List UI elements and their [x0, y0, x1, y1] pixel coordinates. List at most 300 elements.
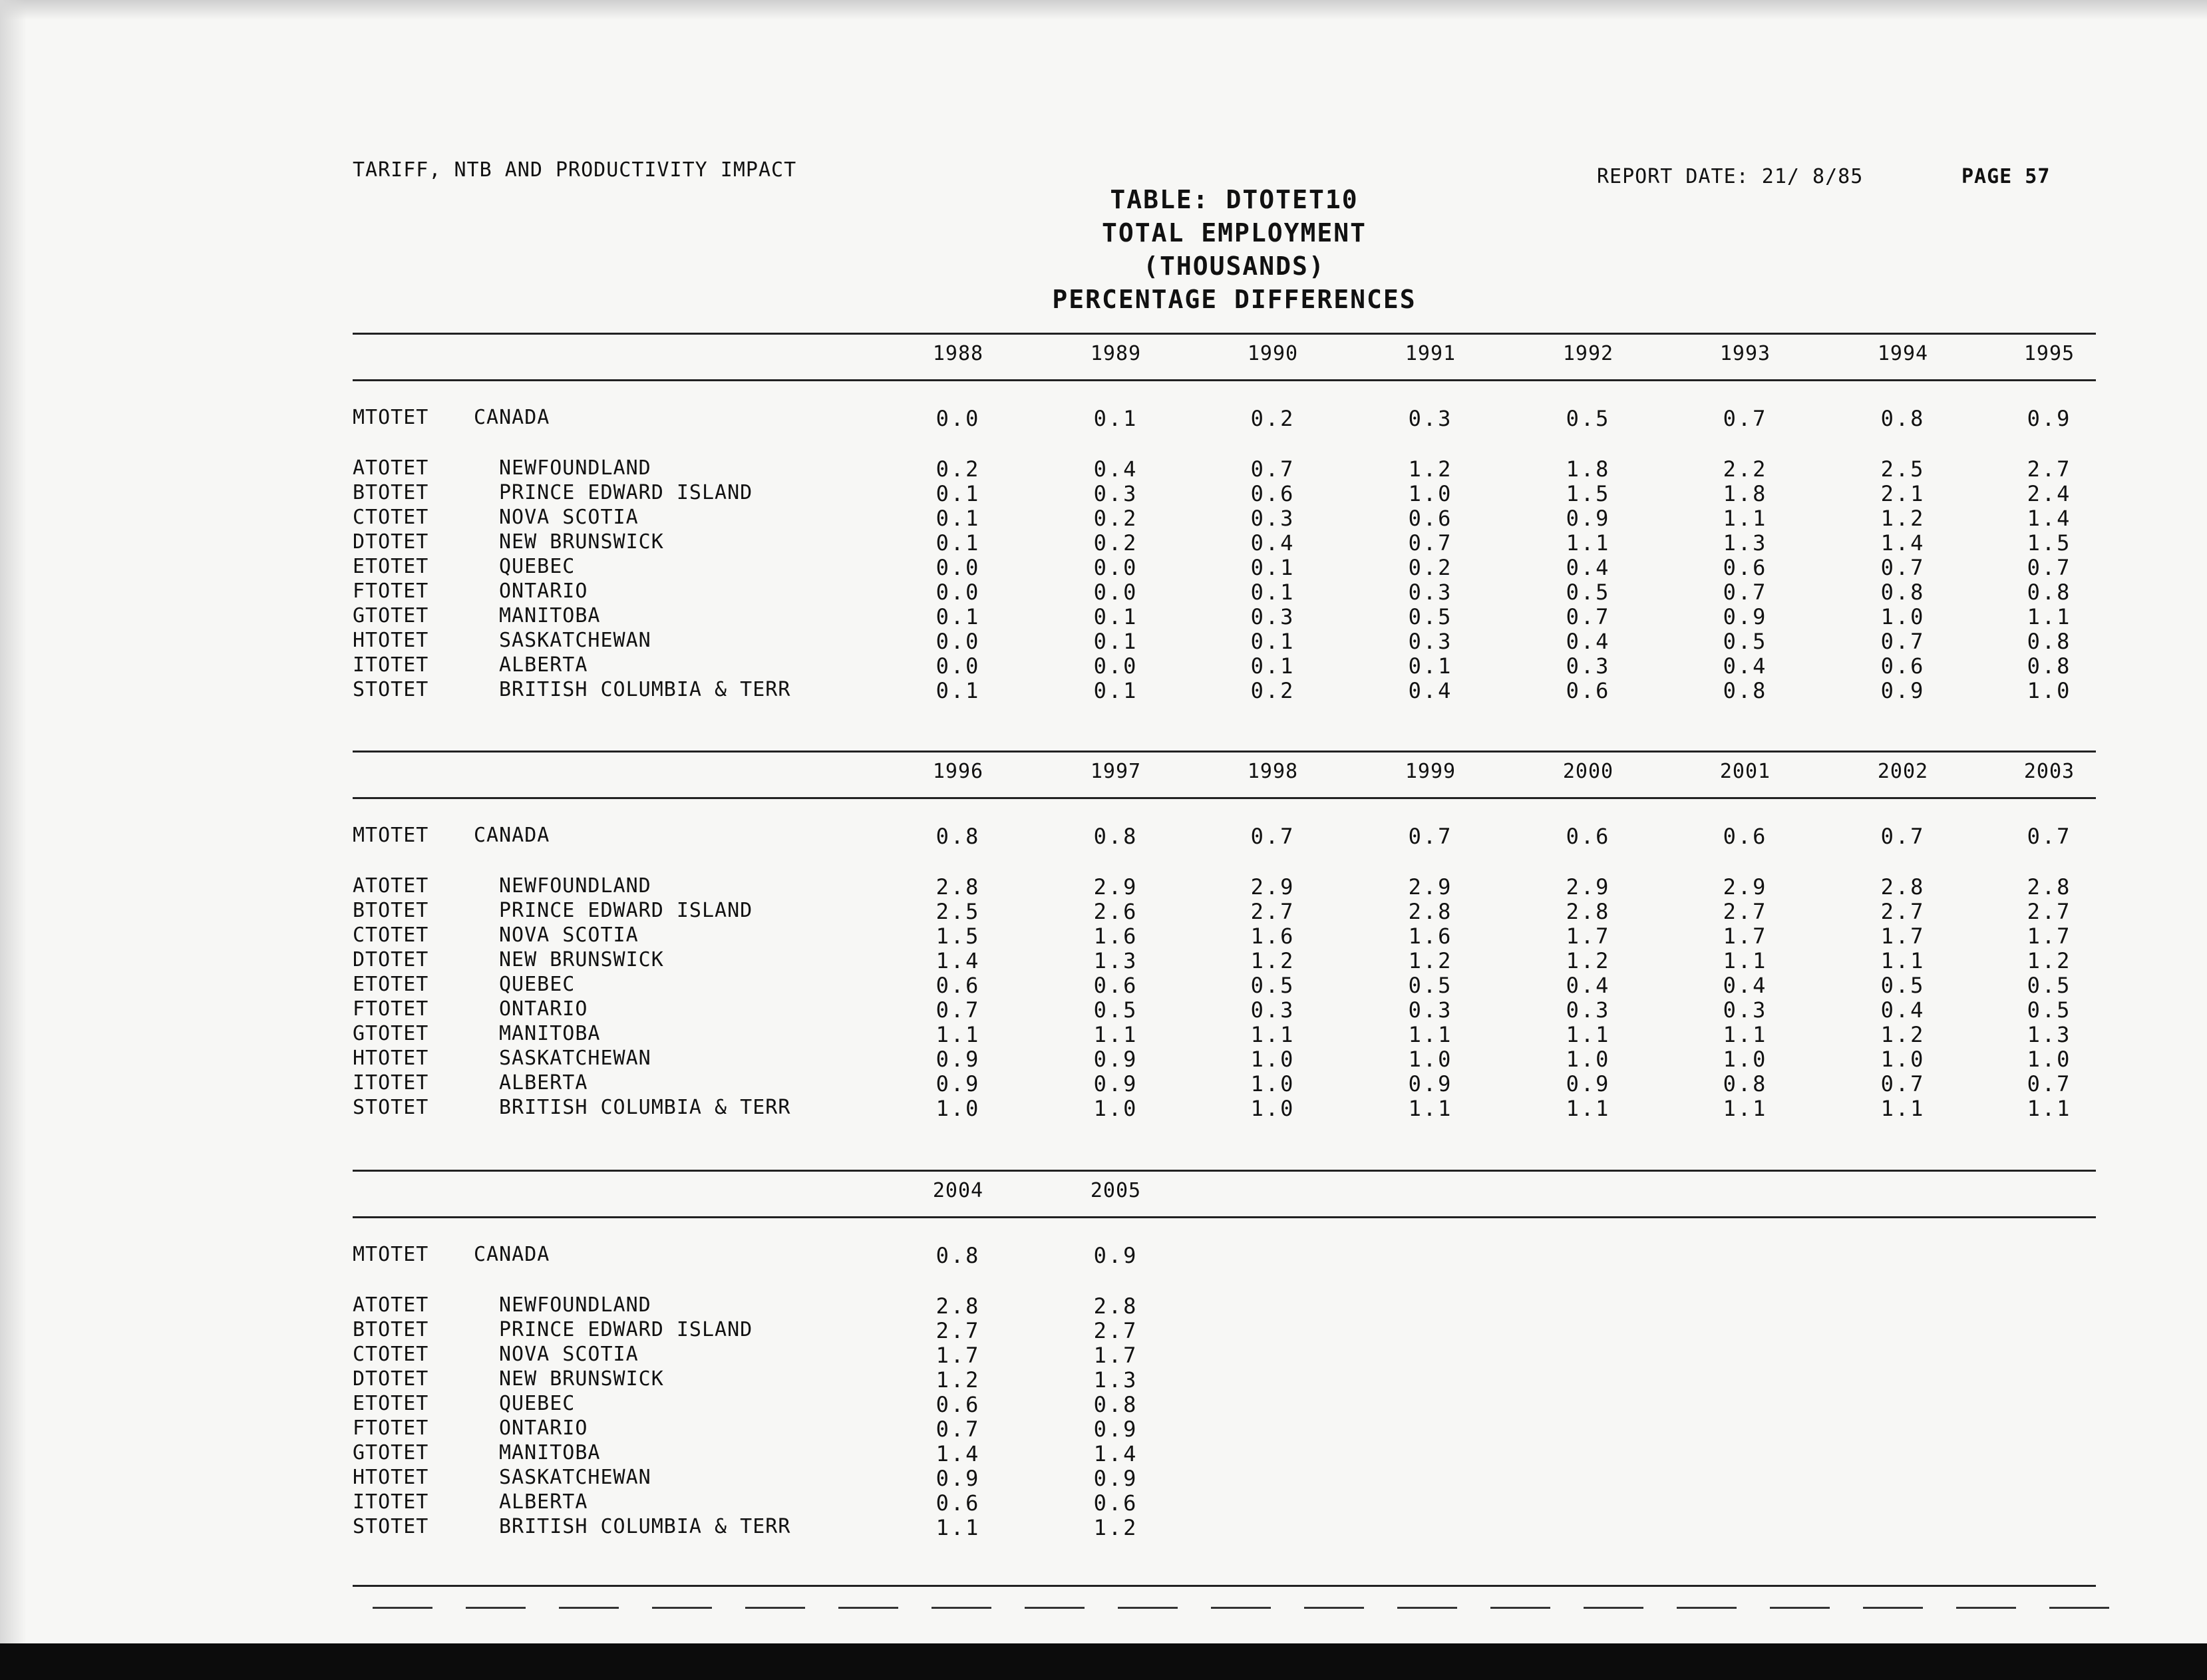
region-code: DTOTET [353, 1367, 429, 1391]
value-cell: 0.8 [2027, 653, 2072, 679]
value-cell: 0.2 [1408, 555, 1453, 580]
value-cell: 2.6 [1093, 899, 1138, 924]
region-name: ALBERTA [499, 1071, 588, 1094]
table-row [0, 481, 2207, 506]
region-name: MANITOBA [499, 1022, 601, 1045]
value-cell: 1.4 [1093, 1441, 1138, 1466]
value-cell: 0.9 [1093, 1071, 1138, 1096]
value-cell: 0.9 [1723, 604, 1768, 629]
region-code: CTOTET [353, 924, 429, 947]
value-cell: 1.0 [1880, 1047, 1926, 1072]
region-name: NEW BRUNSWICK [499, 948, 664, 971]
value-cell: 0.3 [1408, 629, 1453, 654]
value-cell: 0.6 [1093, 973, 1138, 998]
value-cell: 1.0 [1723, 1047, 1768, 1072]
value-cell: 2.8 [935, 874, 981, 900]
section-top-rule [353, 1170, 2096, 1172]
region-code: HTOTET [353, 1466, 429, 1489]
value-cell: 1.0 [1250, 1047, 1295, 1072]
value-cell: 0.3 [1093, 481, 1138, 506]
section-top-rule [353, 333, 2096, 335]
value-cell: 1.1 [1250, 1022, 1295, 1047]
value-cell: 0.3 [1250, 997, 1295, 1023]
region-code: ITOTET [353, 1071, 429, 1094]
value-cell: 1.3 [1723, 530, 1768, 556]
value-cell: 2.7 [1723, 899, 1768, 924]
value-cell: 0.1 [1093, 678, 1138, 703]
value-cell: 0.1 [1093, 629, 1138, 654]
value-cell: 1.2 [1408, 456, 1453, 482]
region-code: ETOTET [353, 555, 429, 578]
year-header: 1997 [1090, 760, 1142, 783]
value-cell: 0.1 [935, 530, 981, 556]
value-cell: 2.8 [2027, 874, 2072, 900]
value-cell: 0.0 [935, 580, 981, 605]
value-cell: 0.3 [1408, 580, 1453, 605]
page-number: PAGE 57 [1961, 165, 2051, 188]
value-cell: 0.0 [1093, 555, 1138, 580]
table-row [0, 1022, 2207, 1047]
value-cell: 1.1 [1408, 1096, 1453, 1121]
bottom-rule [353, 1585, 2096, 1587]
value-cell: 0.8 [1880, 580, 1926, 605]
region-code: FTOTET [353, 580, 429, 603]
year-header: 1990 [1247, 342, 1299, 365]
region-code: BTOTET [353, 1318, 429, 1341]
table-row [0, 1243, 2207, 1269]
value-cell: 0.2 [1250, 406, 1295, 431]
table-row [0, 1417, 2207, 1441]
table-row [0, 530, 2207, 555]
region-name: NOVA SCOTIA [499, 1343, 639, 1366]
value-cell: 1.0 [1408, 481, 1453, 506]
value-cell: 2.5 [935, 899, 981, 924]
value-cell: 0.4 [1093, 456, 1138, 482]
value-cell: 2.7 [1880, 899, 1926, 924]
region-name: QUEBEC [499, 1392, 576, 1415]
value-cell: 1.4 [935, 1441, 981, 1466]
value-cell: 1.1 [935, 1022, 981, 1047]
region-code: CTOTET [353, 506, 429, 529]
value-cell: 0.6 [1093, 1490, 1138, 1516]
value-cell: 2.5 [1880, 456, 1926, 482]
value-cell: 1.7 [1566, 924, 1611, 949]
region-code: FTOTET [353, 1417, 429, 1440]
region-name: BRITISH COLUMBIA & TERR [499, 1096, 791, 1119]
value-cell: 1.1 [935, 1515, 981, 1540]
value-cell: 1.1 [1566, 530, 1611, 556]
region-code: HTOTET [353, 1047, 429, 1070]
region-name: BRITISH COLUMBIA & TERR [499, 678, 791, 701]
region-name: MANITOBA [499, 1441, 601, 1464]
value-cell: 0.2 [1093, 530, 1138, 556]
table-subject: TOTAL EMPLOYMENT [1101, 218, 1367, 248]
value-cell: 1.7 [2027, 924, 2072, 949]
value-cell: 2.2 [1723, 456, 1768, 482]
value-cell: 1.2 [1250, 948, 1295, 973]
value-cell: 1.6 [1408, 924, 1453, 949]
value-cell: 1.7 [935, 1343, 981, 1368]
value-cell: 2.9 [1723, 874, 1768, 900]
table-row [0, 1071, 2207, 1096]
table-row [0, 1293, 2207, 1318]
value-cell: 2.8 [1566, 899, 1611, 924]
value-cell: 0.9 [1093, 1243, 1138, 1268]
value-cell: 0.8 [1723, 1071, 1768, 1096]
value-cell: 0.9 [1093, 1047, 1138, 1072]
section-header-rule [353, 797, 2096, 799]
value-cell: 0.7 [1880, 824, 1926, 849]
value-cell: 1.1 [1566, 1096, 1611, 1121]
table-row [0, 1318, 2207, 1343]
value-cell: 0.7 [1408, 824, 1453, 849]
value-cell: 1.3 [1093, 948, 1138, 973]
region-code: BTOTET [353, 899, 429, 922]
value-cell: 1.0 [2027, 678, 2072, 703]
value-cell: 2.9 [1408, 874, 1453, 900]
table-row [0, 580, 2207, 604]
value-cell: 0.1 [1250, 555, 1295, 580]
value-cell: 1.1 [2027, 604, 2072, 629]
value-cell: 0.0 [935, 555, 981, 580]
region-name: ONTARIO [499, 1417, 588, 1440]
table-row [0, 1490, 2207, 1515]
value-cell: 0.9 [2027, 406, 2072, 431]
value-cell: 0.7 [1250, 456, 1295, 482]
region-name: SASKATCHEWAN [499, 1466, 651, 1489]
value-cell: 2.8 [1093, 1293, 1138, 1319]
value-cell: 0.4 [1566, 629, 1611, 654]
value-cell: 0.7 [1880, 629, 1926, 654]
table-row [0, 1392, 2207, 1417]
table-row [0, 924, 2207, 948]
region-name: CANADA [474, 406, 550, 429]
value-cell: 0.7 [1566, 604, 1611, 629]
value-cell: 1.1 [1723, 506, 1768, 531]
table-row [0, 629, 2207, 653]
region-code: ATOTET [353, 1293, 429, 1317]
value-cell: 2.8 [1880, 874, 1926, 900]
region-name: NOVA SCOTIA [499, 506, 639, 529]
value-cell: 1.2 [2027, 948, 2072, 973]
value-cell: 1.6 [1250, 924, 1295, 949]
value-cell: 0.8 [2027, 629, 2072, 654]
value-cell: 0.6 [935, 1392, 981, 1417]
value-cell: 0.6 [1250, 481, 1295, 506]
region-code: ITOTET [353, 1490, 429, 1514]
scan-top-edge [0, 0, 2207, 20]
value-cell: 1.2 [1408, 948, 1453, 973]
value-cell: 0.5 [1408, 973, 1453, 998]
value-cell: 2.9 [1566, 874, 1611, 900]
region-code: GTOTET [353, 1022, 429, 1045]
value-cell: 2.4 [2027, 481, 2072, 506]
value-cell: 0.8 [1723, 678, 1768, 703]
value-cell: 0.3 [1566, 653, 1611, 679]
value-cell: 1.1 [1093, 1022, 1138, 1047]
value-cell: 0.5 [2027, 973, 2072, 998]
value-cell: 0.1 [1408, 653, 1453, 679]
value-cell: 1.5 [935, 924, 981, 949]
region-code: DTOTET [353, 530, 429, 554]
value-cell: 0.3 [1408, 997, 1453, 1023]
year-header: 2003 [2023, 760, 2075, 783]
region-name: QUEBEC [499, 973, 576, 996]
report-date: REPORT DATE: 21/ 8/85 [1597, 165, 1864, 188]
value-cell: 0.3 [1566, 997, 1611, 1023]
table-row [0, 406, 2207, 432]
region-name: ONTARIO [499, 997, 588, 1021]
region-name: CANADA [474, 1243, 550, 1266]
value-cell: 0.8 [935, 1243, 981, 1268]
region-name: NEW BRUNSWICK [499, 1367, 664, 1391]
value-cell: 0.6 [1723, 555, 1768, 580]
region-name: CANADA [474, 824, 550, 847]
value-cell: 1.0 [935, 1096, 981, 1121]
region-code: ATOTET [353, 456, 429, 480]
value-cell: 2.8 [1408, 899, 1453, 924]
region-name: QUEBEC [499, 555, 576, 578]
value-cell: 0.6 [1880, 653, 1926, 679]
section-top-rule [353, 751, 2096, 753]
table-row [0, 1096, 2207, 1120]
region-code: DTOTET [353, 948, 429, 971]
value-cell: 0.6 [1566, 678, 1611, 703]
region-code: MTOTET [353, 406, 429, 429]
value-cell: 2.9 [1250, 874, 1295, 900]
region-name: MANITOBA [499, 604, 601, 627]
table-row [0, 1515, 2207, 1540]
value-cell: 1.1 [2027, 1096, 2072, 1121]
year-header: 2001 [1719, 760, 1771, 783]
value-cell: 1.8 [1566, 456, 1611, 482]
value-cell: 1.0 [1880, 604, 1926, 629]
table-title-block [951, 183, 1517, 316]
value-cell: 1.2 [1880, 1022, 1926, 1047]
region-code: FTOTET [353, 997, 429, 1021]
region-name: ALBERTA [499, 1490, 588, 1514]
value-cell: 0.6 [1723, 824, 1768, 849]
value-cell: 0.9 [1408, 1071, 1453, 1096]
value-cell: 0.6 [935, 1490, 981, 1516]
value-cell: 1.1 [1723, 1022, 1768, 1047]
table-row [0, 973, 2207, 997]
value-cell: 1.4 [1880, 530, 1926, 556]
value-cell: 2.7 [2027, 456, 2072, 482]
year-header: 2004 [932, 1179, 984, 1202]
region-name: SASKATCHEWAN [499, 629, 651, 652]
region-code: STOTET [353, 1515, 429, 1538]
table-measure: PERCENTAGE DIFFERENCES [1052, 285, 1417, 314]
year-header: 1992 [1562, 342, 1614, 365]
value-cell: 0.9 [935, 1466, 981, 1491]
value-cell: 0.7 [1880, 1071, 1926, 1096]
value-cell: 0.0 [935, 629, 981, 654]
year-header: 1999 [1405, 760, 1456, 783]
year-header: 1998 [1247, 760, 1299, 783]
value-cell: 0.3 [1250, 506, 1295, 531]
value-cell: 0.0 [1093, 653, 1138, 679]
value-cell: 1.2 [1566, 948, 1611, 973]
region-name: PRINCE EDWARD ISLAND [499, 899, 753, 922]
value-cell: 0.4 [1566, 973, 1611, 998]
value-cell: 0.4 [1880, 997, 1926, 1023]
value-cell: 0.7 [935, 1417, 981, 1442]
year-header: 2002 [1877, 760, 1929, 783]
value-cell: 0.7 [1250, 824, 1295, 849]
value-cell: 0.7 [1880, 555, 1926, 580]
value-cell: 1.4 [2027, 506, 2072, 531]
value-cell: 0.1 [1093, 406, 1138, 431]
region-name: PRINCE EDWARD ISLAND [499, 1318, 753, 1341]
value-cell: 1.5 [2027, 530, 2072, 556]
value-cell: 1.1 [1880, 1096, 1926, 1121]
region-name: BRITISH COLUMBIA & TERR [499, 1515, 791, 1538]
value-cell: 0.1 [1250, 653, 1295, 679]
value-cell: 1.4 [935, 948, 981, 973]
year-header: 1991 [1405, 342, 1456, 365]
table-id: TABLE: DTOTET10 [1110, 185, 1359, 214]
region-code: BTOTET [353, 481, 429, 504]
value-cell: 1.1 [1566, 1022, 1611, 1047]
value-cell: 1.1 [1880, 948, 1926, 973]
table-row [0, 1343, 2207, 1367]
value-cell: 1.2 [1880, 506, 1926, 531]
value-cell: 2.7 [1093, 1318, 1138, 1343]
value-cell: 0.5 [1880, 973, 1926, 998]
value-cell: 1.0 [1250, 1096, 1295, 1121]
value-cell: 1.5 [1566, 481, 1611, 506]
value-cell: 0.6 [1408, 506, 1453, 531]
value-cell: 0.5 [1408, 604, 1453, 629]
value-cell: 0.9 [1093, 1466, 1138, 1491]
value-cell: 2.9 [1093, 874, 1138, 900]
value-cell: 1.1 [1408, 1022, 1453, 1047]
region-code: ETOTET [353, 973, 429, 996]
value-cell: 0.5 [1566, 406, 1611, 431]
value-cell: 0.8 [2027, 580, 2072, 605]
value-cell: 1.0 [1566, 1047, 1611, 1072]
region-code: GTOTET [353, 1441, 429, 1464]
value-cell: 1.2 [1093, 1515, 1138, 1540]
region-code: ITOTET [353, 653, 429, 677]
region-code: HTOTET [353, 629, 429, 652]
value-cell: 0.5 [1566, 580, 1611, 605]
year-header: 1994 [1877, 342, 1929, 365]
value-cell: 1.0 [1093, 1096, 1138, 1121]
table-row [0, 1367, 2207, 1392]
value-cell: 0.4 [1723, 973, 1768, 998]
region-code: MTOTET [353, 824, 429, 847]
value-cell: 0.7 [2027, 824, 2072, 849]
value-cell: 0.0 [935, 406, 981, 431]
value-cell: 1.0 [1408, 1047, 1453, 1072]
value-cell: 0.8 [1093, 824, 1138, 849]
value-cell: 1.0 [2027, 1047, 2072, 1072]
region-name: NEWFOUNDLAND [499, 874, 651, 898]
value-cell: 0.3 [1723, 997, 1768, 1023]
value-cell: 1.2 [935, 1367, 981, 1393]
value-cell: 0.9 [1880, 678, 1926, 703]
value-cell: 0.5 [1250, 973, 1295, 998]
value-cell: 1.8 [1723, 481, 1768, 506]
table-row [0, 948, 2207, 973]
value-cell: 0.8 [935, 824, 981, 849]
table-row [0, 604, 2207, 629]
table-row [0, 874, 2207, 899]
region-name: NEWFOUNDLAND [499, 1293, 651, 1317]
region-name: ONTARIO [499, 580, 588, 603]
value-cell: 0.7 [935, 997, 981, 1023]
region-name: PRINCE EDWARD ISLAND [499, 481, 753, 504]
table-row [0, 1047, 2207, 1071]
value-cell: 0.1 [935, 678, 981, 703]
value-cell: 0.2 [1250, 678, 1295, 703]
value-cell: 0.1 [1250, 629, 1295, 654]
region-code: ETOTET [353, 1392, 429, 1415]
value-cell: 1.3 [1093, 1367, 1138, 1393]
year-header: 1988 [932, 342, 984, 365]
value-cell: 0.7 [1723, 580, 1768, 605]
value-cell: 0.5 [2027, 997, 2072, 1023]
table-row [0, 899, 2207, 924]
value-cell: 2.7 [935, 1318, 981, 1343]
table-row [0, 678, 2207, 703]
region-code: STOTET [353, 678, 429, 701]
value-cell: 0.7 [1723, 406, 1768, 431]
region-code: CTOTET [353, 1343, 429, 1366]
table-row [0, 1441, 2207, 1466]
value-cell: 0.1 [935, 506, 981, 531]
value-cell: 0.7 [2027, 1071, 2072, 1096]
region-name: NOVA SCOTIA [499, 924, 639, 947]
value-cell: 2.7 [2027, 899, 2072, 924]
value-cell: 0.4 [1250, 530, 1295, 556]
section-header-rule [353, 1216, 2096, 1218]
value-cell: 0.8 [1093, 1392, 1138, 1417]
value-cell: 0.6 [935, 973, 981, 998]
value-cell: 0.2 [1093, 506, 1138, 531]
table-units: (THOUSANDS) [1143, 252, 1325, 281]
value-cell: 1.0 [1250, 1071, 1295, 1096]
year-header: 1996 [932, 760, 984, 783]
value-cell: 1.1 [1723, 948, 1768, 973]
value-cell: 2.8 [935, 1293, 981, 1319]
value-cell: 0.1 [935, 481, 981, 506]
scan-bottom-edge [0, 1643, 2207, 1680]
value-cell: 0.0 [1093, 580, 1138, 605]
region-code: ATOTET [353, 874, 429, 898]
year-header: 2000 [1562, 760, 1614, 783]
region-name: NEWFOUNDLAND [499, 456, 651, 480]
value-cell: 0.4 [1566, 555, 1611, 580]
value-cell: 0.1 [935, 604, 981, 629]
year-header: 1993 [1719, 342, 1771, 365]
value-cell: 0.5 [1093, 997, 1138, 1023]
value-cell: 1.1 [1723, 1096, 1768, 1121]
value-cell: 0.1 [1250, 580, 1295, 605]
value-cell: 0.8 [1880, 406, 1926, 431]
table-row [0, 824, 2207, 850]
region-code: STOTET [353, 1096, 429, 1119]
table-row [0, 1466, 2207, 1490]
region-name: ALBERTA [499, 653, 588, 677]
value-cell: 0.9 [935, 1047, 981, 1072]
value-cell: 1.7 [1093, 1343, 1138, 1368]
perforation-marks [373, 1607, 2142, 1627]
value-cell: 0.4 [1408, 678, 1453, 703]
table-row [0, 456, 2207, 481]
